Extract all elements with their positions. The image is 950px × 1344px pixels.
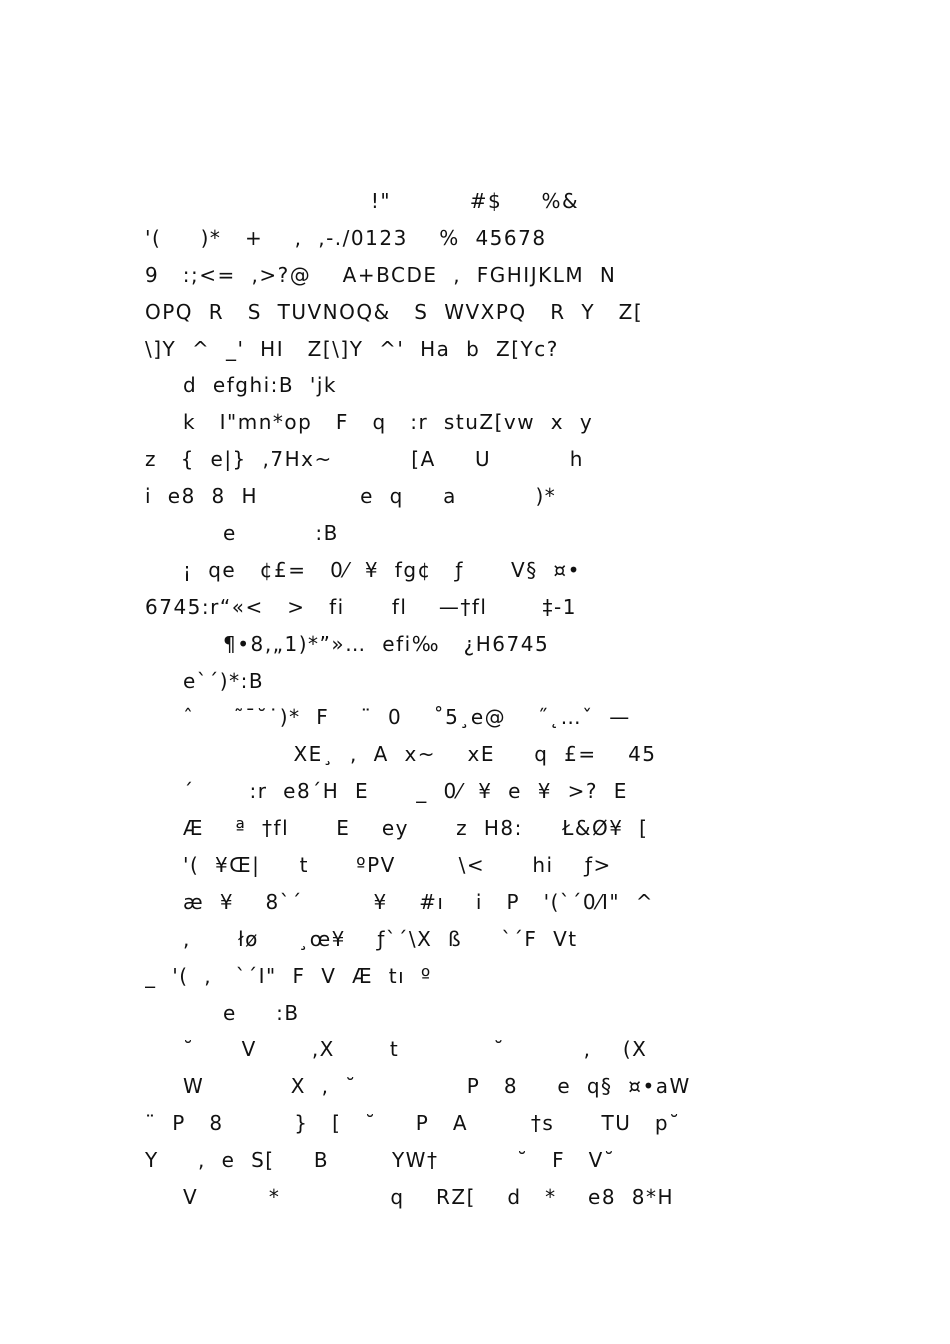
text-line-16: XE¸ , A x~ xE q £= 45 — [293, 742, 657, 767]
text-line-18: Æ ª †fl E ey z H8: Ł&Ø¥ [ — [183, 816, 649, 841]
text-line-8: z { e|} ,7Hx~ [A U h — [145, 447, 584, 472]
text-line-11: ¡ qe ¢£= 0⁄ ¥ fg¢ ƒ V§ ¤• — [183, 557, 581, 582]
text-line-3: 9 :;<= ,>?@ A+BCDE , FGHIJKLM N — [145, 262, 617, 287]
text-line-28: V * q RZ[ d * e8 8*H — [183, 1185, 675, 1210]
text-line-24: ˘ V ,X t ˘ , (X — [183, 1037, 648, 1062]
text-line-27: Y , e S[ B YW† ˘ F V˘ — [145, 1148, 616, 1173]
text-line-25: W X , ˘ P 8 e q§ ¤•aW — [183, 1074, 691, 1099]
text-line-10: e :B — [223, 521, 339, 546]
text-line-23: e :B — [223, 1000, 300, 1025]
text-line-5: \]Y ^ _' HI Z[\]Y ^' Ha b Z[Yc? — [145, 336, 559, 361]
text-line-6: d efghi:B 'jk — [183, 373, 337, 398]
text-line-20: æ ¥ 8`´ ¥ #ı i P '(`´0⁄I" ^ — [183, 889, 655, 914]
text-line-4: OPQ R S TUVNOQ& S WVXPQ R Y Z[ — [145, 299, 644, 324]
text-line-9: i e8 8 H e q a )* — [145, 484, 557, 509]
text-line-12: 6745:r“«< > fi fl —†fl ‡-1 — [145, 594, 577, 619]
text-line-1: !" #$ %& — [370, 189, 580, 213]
text-line-7: k I"mn*op F q :r stuZ[vw x y — [183, 410, 594, 435]
text-line-22: _ '( , `´I" F V Æ tı º — [145, 963, 432, 988]
text-line-2: '( )* + , ,-./0123 % 45678 — [145, 225, 547, 250]
text-line-21: , łø ¸œ¥ ƒ`´\X ß `´F Vt — [183, 926, 578, 951]
text-line-15: ˆ ˜¯˘˙)* F ¨ 0 ˚5¸e@ ˝˛…ˇ — — [183, 705, 631, 730]
text-line-26: ¨ P 8 } [ ˘ P A †s TU p˘ — [145, 1111, 681, 1136]
text-line-17: ´ :r e8´H E _ 0⁄ ¥ e ¥ >? E — [183, 779, 628, 804]
text-line-14: e`´)*:B — [183, 668, 265, 693]
text-line-19: '( ¥Œ| t ºPV \< hi ƒ> — [183, 853, 612, 878]
document-body — [145, 183, 805, 1216]
text-line-13: ¶•8‚„1)*”»… efi‰ ¿H6745 — [223, 631, 550, 656]
